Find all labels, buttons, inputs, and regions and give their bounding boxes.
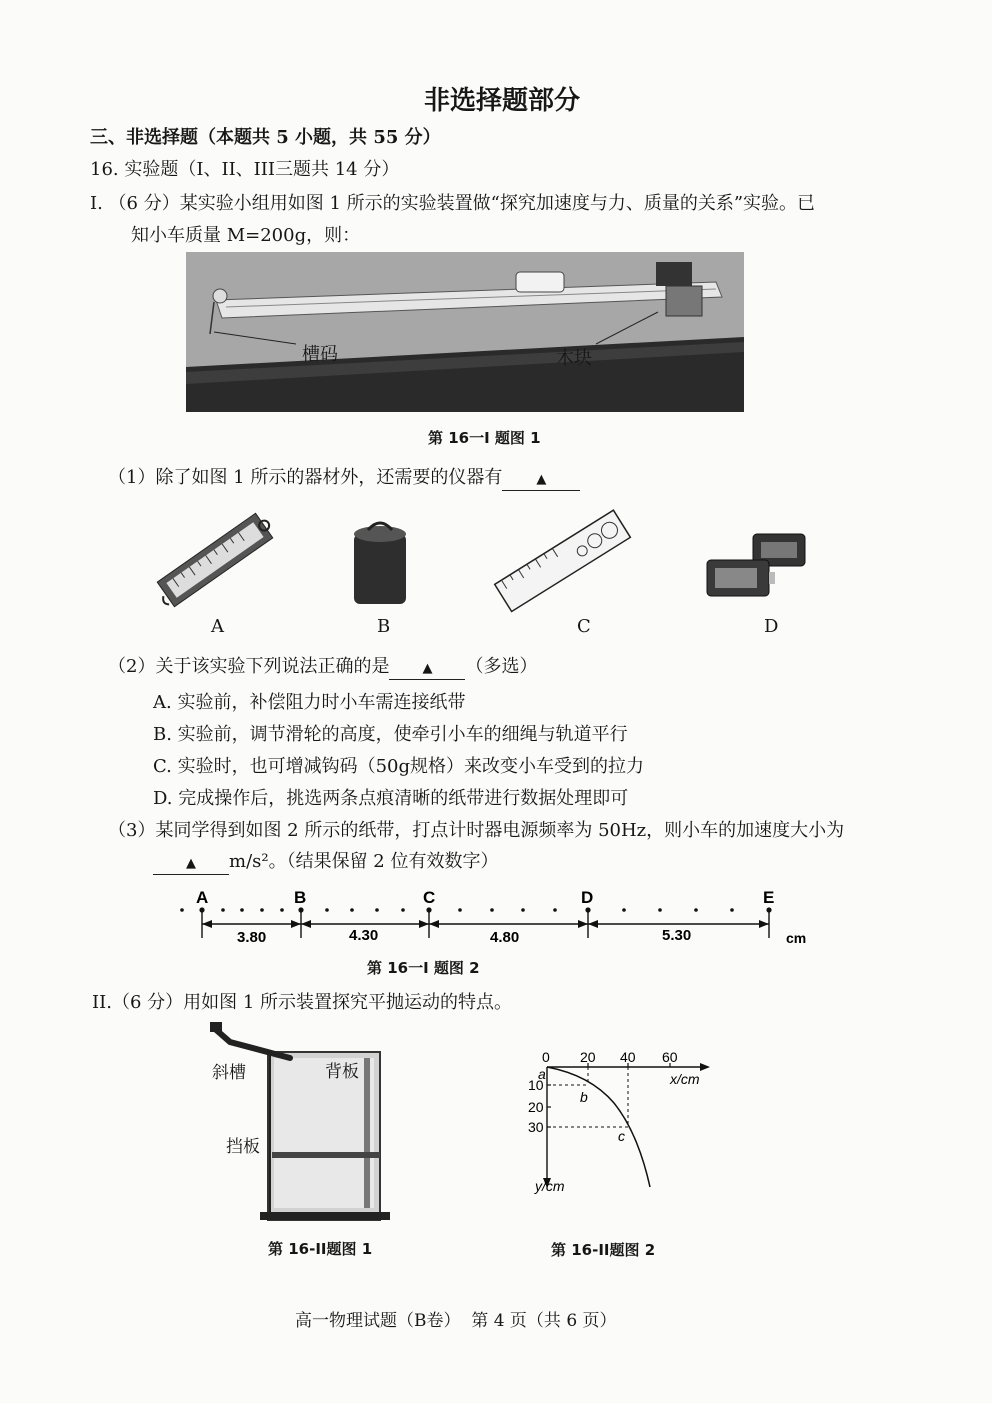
- point-c-marker: c: [618, 1128, 625, 1144]
- page-title: 非选择题部分: [424, 86, 581, 116]
- q2-choice-c: C. 实验时，也可增减钩码（50g规格）来改变小车受到的拉力: [153, 756, 644, 777]
- part1-intro-line2: 知小车质量 M=200g，则：: [131, 225, 361, 246]
- q2-suffix: （多选）: [465, 656, 538, 677]
- part1-intro-line1: I. （6 分）某实验小组用如图 1 所示的实验装置做“探究加速度与力、质量的关系”实验。已: [90, 193, 816, 214]
- y-tick-30: 30: [528, 1119, 544, 1135]
- label-back-board: 背板: [325, 1062, 359, 1082]
- y-axis-label: y/cm: [535, 1178, 565, 1194]
- q2-choice-b: B. 实验前，调节滑轮的高度，使牵引小车的细绳与轨道平行: [153, 724, 628, 745]
- segment-ab-value: 3.80: [237, 929, 267, 946]
- label-slot-weight: 槽码: [302, 344, 338, 364]
- y-tick-20: 20: [528, 1099, 544, 1115]
- question-heading: 16. 实验题（I、II、III三题共 14 分）: [90, 159, 400, 180]
- part2-figure1-caption: 第 16-II题图 1: [268, 1240, 373, 1258]
- q2-choice-a: A. 实验前，补偿阻力时小车需连接纸带: [153, 692, 466, 713]
- page-footer: 高一物理试题（B卷） 第 4 页（共 6 页）: [295, 1311, 617, 1331]
- trajectory-graph: [520, 1045, 720, 1195]
- label-chute: 斜槽: [212, 1063, 246, 1083]
- q3-answer-blank[interactable]: ▲: [153, 854, 229, 875]
- q3-text: （3）某同学得到如图 2 所示的纸带，打点计时器电源频率为 50Hz，则小车的加速度大小为: [108, 820, 845, 841]
- x-tick-0: 0: [542, 1049, 550, 1065]
- segment-cd-value: 4.80: [490, 929, 520, 946]
- q2-text-label: （2）关于该实验下列说法正确的是: [108, 656, 390, 677]
- q1-answer-blank[interactable]: ▲: [502, 470, 580, 491]
- section-heading: 三、非选择题（本题共 5 小题，共 55 分）: [90, 127, 441, 148]
- q1-text-label: （1）除了如图 1 所示的器材外，还需要的仪器有: [108, 467, 503, 488]
- figure1-caption: 第 16一I 题图 1: [428, 429, 541, 447]
- segment-bc-value: 4.30: [349, 927, 379, 944]
- point-e-label: E: [763, 888, 775, 907]
- option-d-label: D: [764, 616, 779, 637]
- x-tick-60: 60: [662, 1049, 678, 1065]
- figure-track-photo: [186, 252, 744, 412]
- point-b-marker: b: [580, 1089, 588, 1105]
- point-a-label: A: [196, 888, 209, 907]
- point-c-label: C: [423, 888, 436, 907]
- q3-answer-line: [153, 847, 498, 875]
- tape-unit: cm: [786, 930, 807, 946]
- option-b-label: B: [377, 616, 391, 637]
- track-illustration: [186, 252, 744, 412]
- point-d-label: D: [581, 888, 594, 907]
- part2-intro: II.（6 分）用如图 1 所示装置探究平抛运动的特点。: [92, 992, 513, 1013]
- spring-scale-image: [150, 505, 280, 615]
- q2-answer-blank[interactable]: ▲: [389, 659, 465, 680]
- label-baffle: 挡板: [226, 1137, 260, 1157]
- x-tick-20: 20: [580, 1049, 596, 1065]
- option-a-label: A: [211, 616, 224, 637]
- x-axis-label: x/cm: [670, 1071, 700, 1087]
- ruler-image: [492, 505, 632, 615]
- point-b-label: B: [294, 888, 307, 907]
- weight-image: [350, 518, 410, 608]
- figure2-caption: 第 16一I 题图 2: [367, 959, 480, 977]
- y-tick-10: 10: [528, 1077, 544, 1093]
- q2-text: [108, 652, 537, 680]
- tape-dots: [180, 907, 771, 912]
- q3-unit: m/s²。（结果保留 2 位有效数字）: [229, 851, 499, 872]
- point-a-marker: a: [538, 1066, 546, 1082]
- projectile-apparatus-image: [200, 1022, 400, 1222]
- x-tick-40: 40: [620, 1049, 636, 1065]
- part2-figure2-caption: 第 16-II题图 2: [551, 1241, 656, 1259]
- option-c-label: C: [577, 616, 591, 637]
- battery-image: [705, 528, 810, 603]
- q1-text: [108, 463, 580, 491]
- segment-de-value: 5.30: [662, 927, 692, 944]
- q2-choice-d: D. 完成操作后，挑选两条点痕清晰的纸带进行数据处理即可: [153, 788, 629, 809]
- label-wood-block: 木块: [556, 348, 592, 368]
- paper-tape-figure: [160, 880, 820, 955]
